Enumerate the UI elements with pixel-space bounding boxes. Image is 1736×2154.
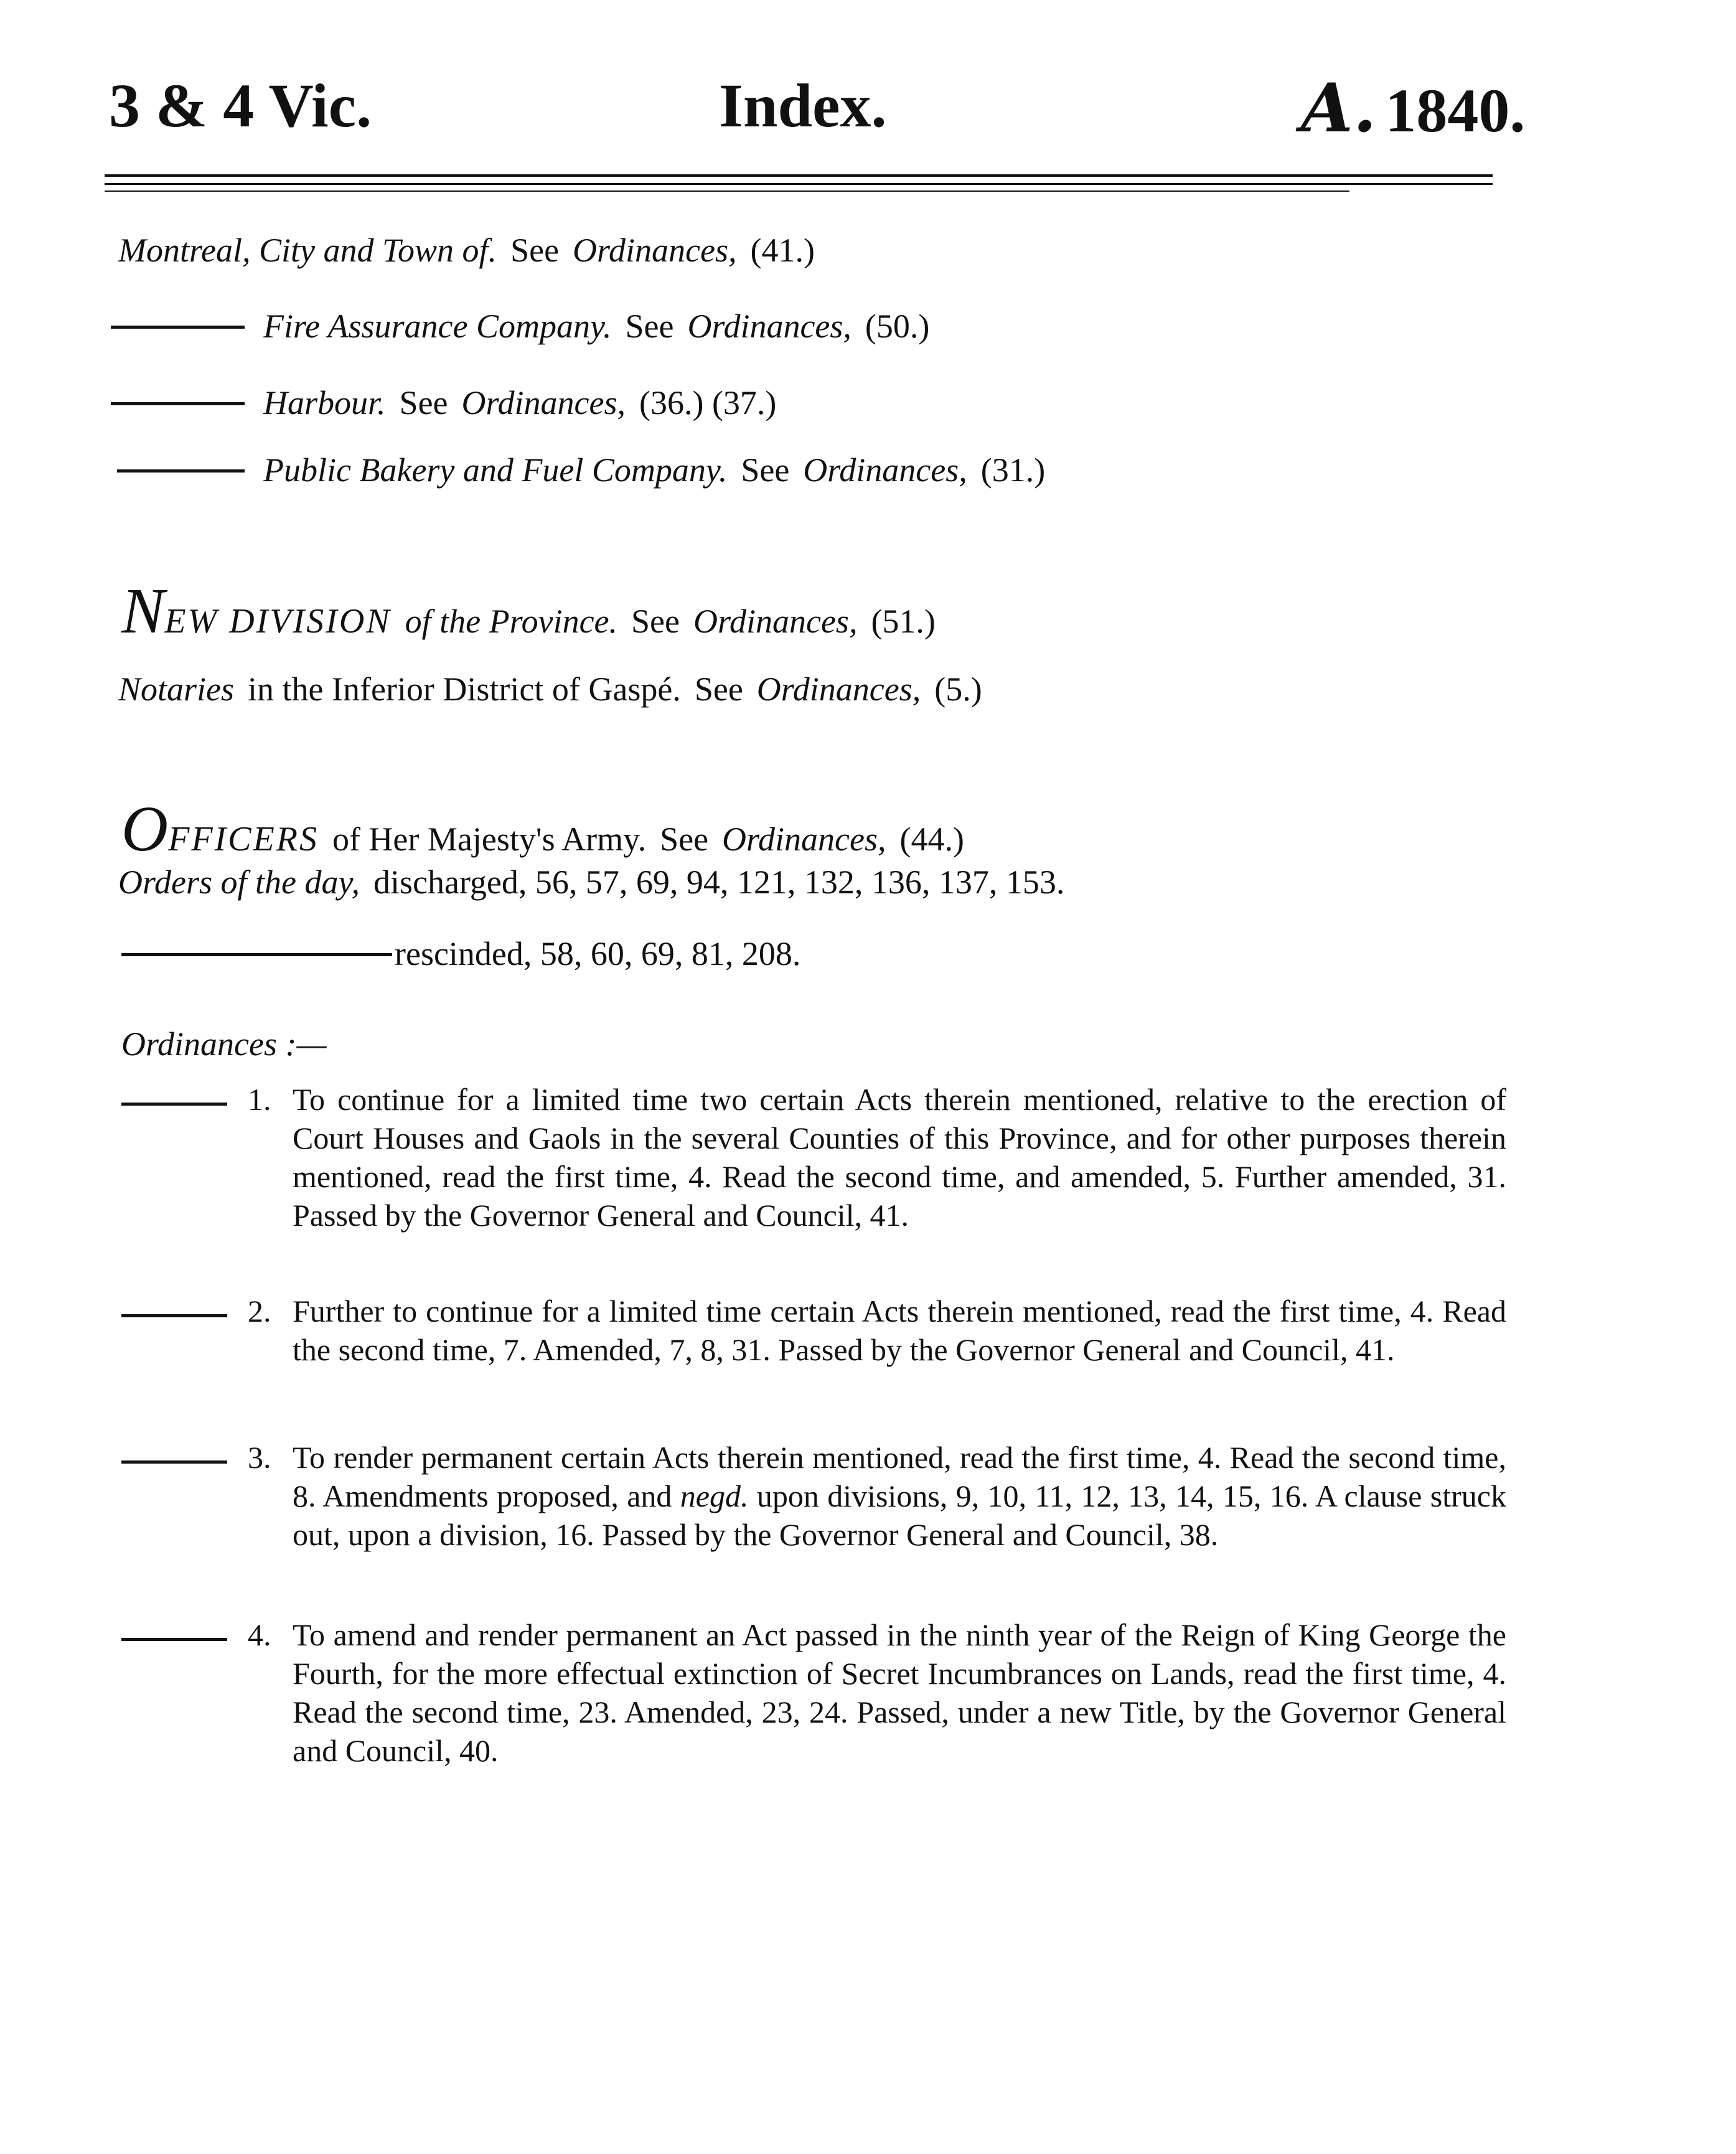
header-rule [105,190,1349,192]
ordinance-text: To render permanent certain Acts therein mentioned, read the first time, 4. Read the second time, 8. Amendments proposed, and negd. upon divisions, 9, 10, 11, 12, 13, 14, 15, 16. A clause struck out, upon a division, 16. Passed by the Governor General and Council, 38. [293,1440,1507,1552]
document-page: 3 & 4 Vic. Index. A. 1840. Montreal, City and Town of. See Ordinances, (41.) Fire Assurance Company. See Ordinances, (50.) Harbour. See Ordinances, (36.) (37.) Public Bakery and Fuel Company. See Ordinances, (31.) NEW DIVISION of the Province. See Ordinances, (51.) Notaries in the Inferior District of Gaspé. See Ordinances, (5.) OFFICERS of Her Majesty's Army. See Ordinances, (44.) Orders of the day, discharged, 56, 57, 69, 94, 121, 132, 136, 137, 153. rescinded, 58, 60, 69, 81, 208. Ordinances :— 1. To continue for a limited time two certain Acts therein mentioned, relative to the erection of Court Houses and Gaols in the several Counties of this Province, and for other purposes therein mentioned, read the first time, 4. Read the second time, and amended, 5. Further amended, 31. Passed by the Governor General and Council, 41. 2. Further to continue for a limited time certain Acts therein mentioned, read the first time, 4. Read the second time, 7. Amended, 7, 8, 31. Passed by the Governor General and Council, 41. 3. To render permanent certain Acts therein mentioned, read the first time, 4. Read the second time, 8. Amendments proposed, and negd. upon divisions, 9, 10, 11, 12, 13, 14, 15, 16. A clause struck out, upon a division, 16. Passed by the Governor General and Council, 38. 4. To amend and render permanent an Act passed in the ninth year of the Reign of King George the Fourth, for the more effectual extinction of Secret Incumbrances on Lands, read the first time, 4. Read the second time, 23. Amended, 23, 24. Passed, under a new Title, by the Governor General and Council, 40. [0,0,1736,2154]
index-entry-rescinded: rescinded, 58, 60, 69, 81, 208. [121,937,800,971]
running-head-title: Index. [719,71,887,140]
ditto-dash [121,953,392,956]
header-rule [105,174,1493,177]
year-number: 1840. [1385,76,1526,145]
ordinances-heading: Ordinances :— [121,1025,327,1063]
ordinance-text: To continue for a limited time two certain Acts therein mentioned, relative to the erection of Court Houses and Gaols in the several Counties of this Province, and for other purposes therein mentioned, read the first time, 4. Read the second time, and amended, 5. Further amended, 31. Passed by the Governor General and Council, 41. [293,1082,1506,1233]
ordinance-text: Further to continue for a limited time certain Acts therein mentioned, read the first time, 4. Read the second time, 7. Amended, 7, 8, 31. Passed by the Governor General and Council, 41. [293,1294,1506,1367]
anno-mark: A. [1301,69,1377,148]
index-entry-notaries: Notaries in the Inferior District of Gaspé. See Ordinances, (5.) [118,670,982,708]
ordinance-text: To amend and render permanent an Act passed in the ninth year of the Reign of King George the Fourth, for the more effectual extinction of Secret Incumbrances on Lands, read the first time, 4. Read the second time, 23. Amended, 23, 24. Passed, under a new Title, by the Governor General and Council, 40. [293,1617,1506,1768]
ditto-dash [111,402,245,405]
ditto-dash [121,1103,227,1106]
index-entry-officers: OFFICERS of Her Majesty's Army. See Ordinances, (44.) [121,793,964,865]
running-head-session: 3 & 4 Vic. [109,71,372,140]
index-entry-montreal: Montreal, City and Town of. See Ordinances, (41.) [118,232,815,269]
ditto-dash [121,1460,227,1464]
ditto-dash [111,326,245,329]
index-entry-new-division: NEW DIVISION of the Province. See Ordinances, (51.) [121,575,936,647]
ditto-dash [117,469,245,473]
index-entry-fire-assurance: Fire Assurance Company. See Ordinances, (50.) [111,309,929,343]
index-entry-orders-of-the-day: Orders of the day, discharged, 56, 57, 69, 94, 121, 132, 136, 137, 153. [118,863,1065,901]
index-entry-harbour: Harbour. See Ordinances, (36.) (37.) [111,386,776,420]
index-entry-public-bakery: Public Bakery and Fuel Company. See Ordinances, (31.) [117,453,1045,487]
running-head-year [1301,69,1526,148]
ditto-dash [121,1314,227,1317]
ditto-dash [121,1638,227,1641]
header-rule [105,183,1493,185]
